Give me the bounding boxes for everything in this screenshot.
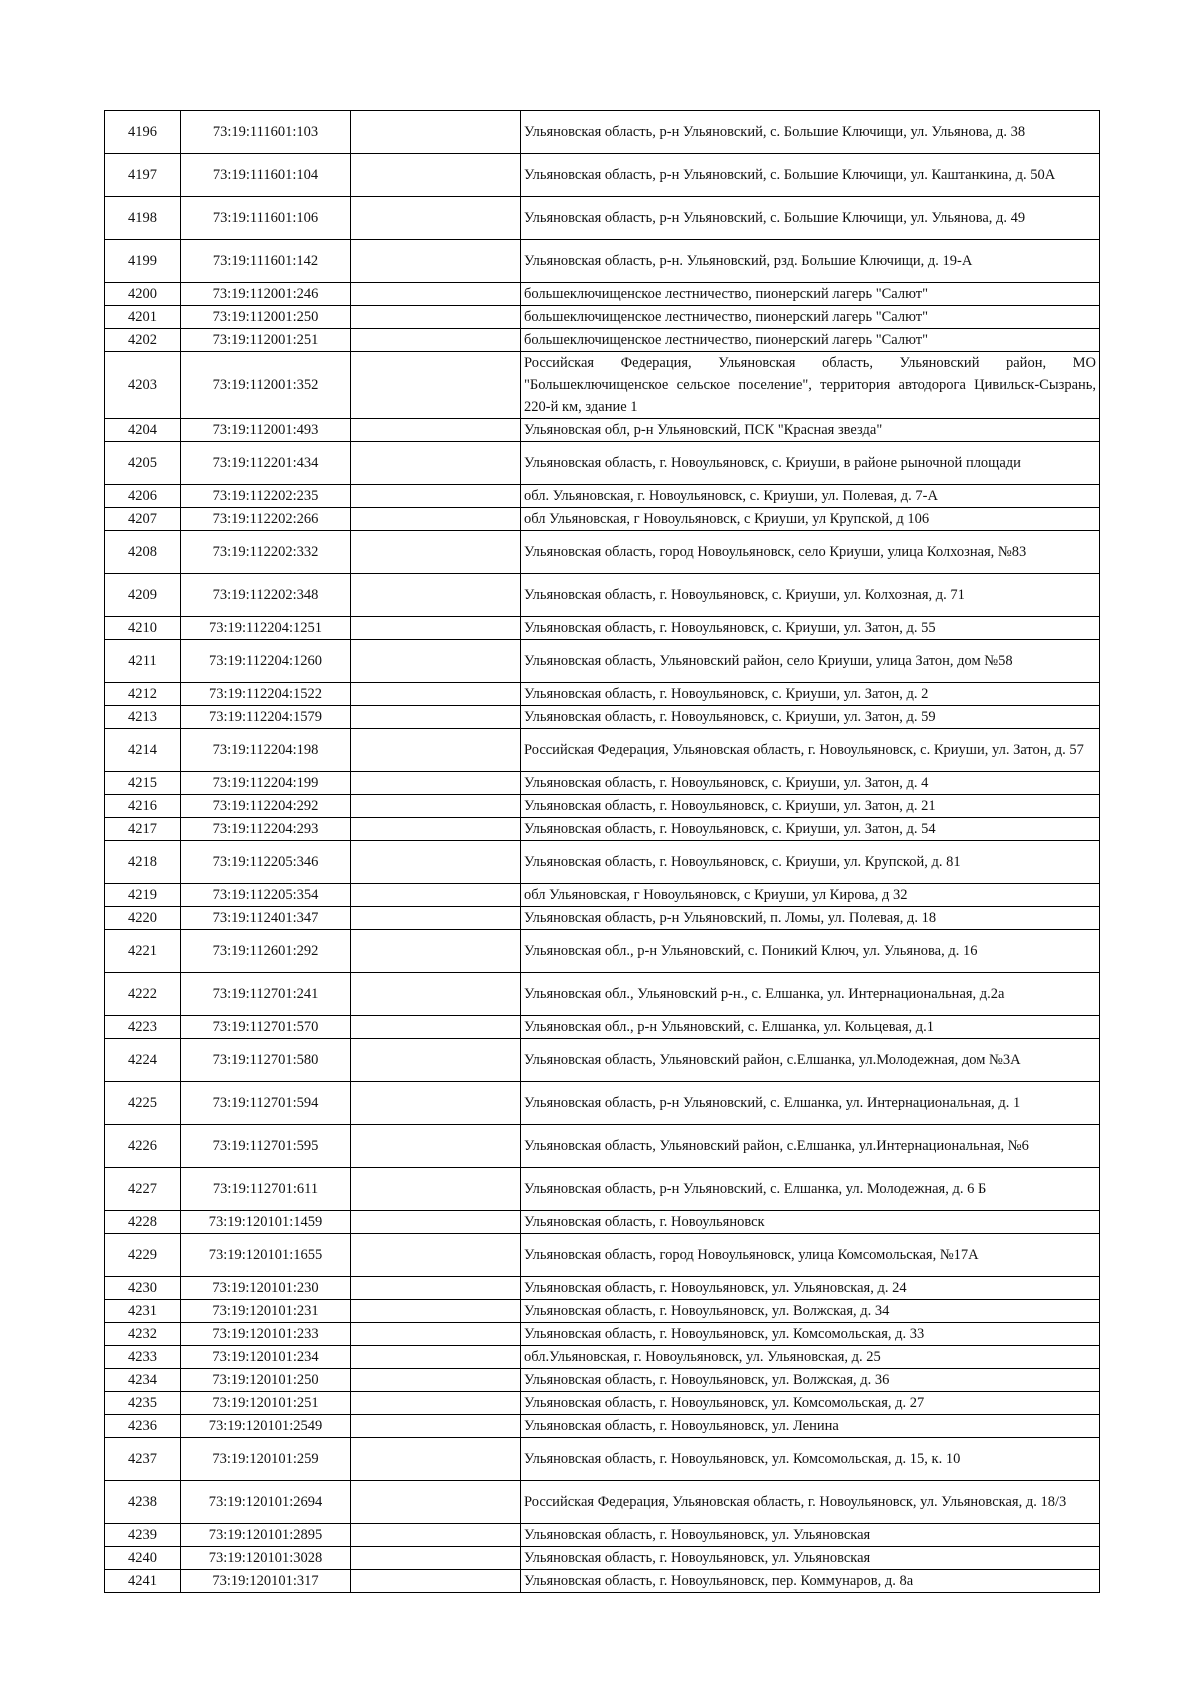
address-cell: Российская Федерация, Ульяновская область, г. Новоульяновск, с. Криуши, ул. Затон, д. 57 [521,729,1100,772]
table-row [105,531,1100,574]
address-cell: обл Ульяновская, г Новоульяновск, с Криуши, ул Кирова, д 32 [521,884,1100,907]
cadastral-number-cell: 73:19:112205:346 [181,841,351,884]
table-row [105,1277,1100,1300]
empty-cell [351,841,521,884]
table-row [105,1438,1100,1481]
row-number-cell: 4228 [105,1211,181,1234]
empty-cell [351,884,521,907]
row-number-cell: 4207 [105,508,181,531]
empty-cell [351,1234,521,1277]
row-number-cell: 4231 [105,1300,181,1323]
table-row [105,1016,1100,1039]
empty-cell [351,973,521,1016]
empty-cell [351,683,521,706]
empty-cell [351,111,521,154]
row-number-cell: 4200 [105,283,181,306]
address-cell: Ульяновская область, р-н Ульяновский, п. Ломы, ул. Полевая, д. 18 [521,907,1100,930]
row-number-cell: 4213 [105,706,181,729]
table-row [105,1415,1100,1438]
empty-cell [351,640,521,683]
empty-cell [351,617,521,640]
address-cell: Ульяновская область, г. Новоульяновск, ул. Комсомольская, д. 27 [521,1392,1100,1415]
row-number-cell: 4220 [105,907,181,930]
cadastral-number-cell: 73:19:112001:493 [181,419,351,442]
row-number-cell: 4227 [105,1168,181,1211]
table-row [105,683,1100,706]
table-row [105,1082,1100,1125]
cadastral-number-cell: 73:19:120101:1655 [181,1234,351,1277]
table-row [105,729,1100,772]
cadastral-number-cell: 73:19:112001:352 [181,352,351,419]
table-row [105,574,1100,617]
row-number-cell: 4203 [105,352,181,419]
cadastral-number-cell: 73:19:120101:234 [181,1346,351,1369]
cadastral-number-cell: 73:19:112401:347 [181,907,351,930]
address-cell: обл Ульяновская, г Новоульяновск, с Криуши, ул Крупской, д 106 [521,508,1100,531]
row-number-cell: 4234 [105,1369,181,1392]
row-number-cell: 4219 [105,884,181,907]
table-row [105,419,1100,442]
empty-cell [351,1346,521,1369]
address-cell: Ульяновская область, г. Новоульяновск, с. Криуши, ул. Затон, д. 2 [521,683,1100,706]
empty-cell [351,706,521,729]
row-number-cell: 4235 [105,1392,181,1415]
empty-cell [351,306,521,329]
table-row [105,329,1100,352]
address-cell: большеключищенское лестничество, пионерский лагерь "Салют" [521,283,1100,306]
cadastral-number-cell: 73:19:112001:251 [181,329,351,352]
empty-cell [351,729,521,772]
row-number-cell: 4237 [105,1438,181,1481]
empty-cell [351,1438,521,1481]
table-row [105,197,1100,240]
cadastral-number-cell: 73:19:112204:1251 [181,617,351,640]
empty-cell [351,485,521,508]
registry-table [104,110,1100,1593]
cadastral-number-cell: 73:19:112201:434 [181,442,351,485]
table-row [105,1125,1100,1168]
table-row [105,508,1100,531]
row-number-cell: 4201 [105,306,181,329]
table-row [105,1369,1100,1392]
table-row [105,306,1100,329]
empty-cell [351,419,521,442]
table-row [105,818,1100,841]
empty-cell [351,1524,521,1547]
table-row [105,1168,1100,1211]
row-number-cell: 4217 [105,818,181,841]
empty-cell [351,930,521,973]
empty-cell [351,1168,521,1211]
row-number-cell: 4208 [105,531,181,574]
address-cell: Ульяновская область, г. Новоульяновск, с. Криуши, ул. Крупской, д. 81 [521,841,1100,884]
empty-cell [351,795,521,818]
table-row [105,1547,1100,1570]
row-number-cell: 4233 [105,1346,181,1369]
cadastral-number-cell: 73:19:120101:2694 [181,1481,351,1524]
address-cell: Ульяновская область, г. Новоульяновск, с. Криуши, ул. Колхозная, д. 71 [521,574,1100,617]
empty-cell [351,1300,521,1323]
table-row [105,907,1100,930]
table-row [105,352,1100,419]
address-cell: Российская Федерация, Ульяновская область, г. Новоульяновск, ул. Ульяновская, д. 18/3 [521,1481,1100,1524]
table-row [105,442,1100,485]
address-cell: Ульяновская область, г. Новоульяновск, с. Криуши, ул. Затон, д. 55 [521,617,1100,640]
address-cell: обл. Ульяновская, г. Новоульяновск, с. Криуши, ул. Полевая, д. 7-А [521,485,1100,508]
cadastral-number-cell: 73:19:120101:2895 [181,1524,351,1547]
empty-cell [351,1570,521,1593]
address-cell: Ульяновская обл., Ульяновский р-н., с. Елшанка, ул. Интернациональная, д.2а [521,973,1100,1016]
empty-cell [351,907,521,930]
address-cell: Ульяновская область, г. Новоульяновск, ул. Ульяновская [521,1547,1100,1570]
cadastral-number-cell: 73:19:112205:354 [181,884,351,907]
cadastral-number-cell: 73:19:120101:231 [181,1300,351,1323]
cadastral-number-cell: 73:19:120101:317 [181,1570,351,1593]
cadastral-number-cell: 73:19:112202:235 [181,485,351,508]
cadastral-number-cell: 73:19:120101:251 [181,1392,351,1415]
row-number-cell: 4241 [105,1570,181,1593]
table-row [105,930,1100,973]
address-cell: Ульяновская область, г. Новоульяновск, ул. Волжская, д. 36 [521,1369,1100,1392]
empty-cell [351,1082,521,1125]
cadastral-number-cell: 73:19:120101:230 [181,1277,351,1300]
table-row [105,884,1100,907]
table-row [105,617,1100,640]
table-row [105,772,1100,795]
row-number-cell: 4211 [105,640,181,683]
address-cell: Ульяновская обл., р-н Ульяновский, с. Поникий Ключ, ул. Ульянова, д. 16 [521,930,1100,973]
row-number-cell: 4224 [105,1039,181,1082]
table-row [105,111,1100,154]
table-row [105,1234,1100,1277]
address-cell: обл.Ульяновская, г. Новоульяновск, ул. Ульяновская, д. 25 [521,1346,1100,1369]
empty-cell [351,818,521,841]
address-cell: Ульяновская область, г. Новоульяновск, с. Криуши, ул. Затон, д. 59 [521,706,1100,729]
empty-cell [351,442,521,485]
cadastral-number-cell: 73:19:112701:241 [181,973,351,1016]
table-row [105,485,1100,508]
cadastral-number-cell: 73:19:120101:233 [181,1323,351,1346]
row-number-cell: 4225 [105,1082,181,1125]
address-cell: Ульяновская область, г. Новоульяновск, ул. Комсомольская, д. 33 [521,1323,1100,1346]
address-cell: Ульяновская область, Ульяновский район, с.Елшанка, ул.Молодежная, дом №3А [521,1039,1100,1082]
address-cell: Ульяновская область, г. Новоульяновск, ул. Ульяновская, д. 24 [521,1277,1100,1300]
table-row [105,973,1100,1016]
cadastral-number-cell: 73:19:112701:595 [181,1125,351,1168]
address-cell: Ульяновская область, г. Новоульяновск, ул. Волжская, д. 34 [521,1300,1100,1323]
empty-cell [351,240,521,283]
cadastral-number-cell: 73:19:112202:348 [181,574,351,617]
empty-cell [351,352,521,419]
row-number-cell: 4238 [105,1481,181,1524]
cadastral-number-cell: 73:19:112204:1579 [181,706,351,729]
row-number-cell: 4216 [105,795,181,818]
empty-cell [351,1392,521,1415]
address-cell: Ульяновская область, г. Новоульяновск, ул. Ульяновская [521,1524,1100,1547]
address-cell: Ульяновская область, г. Новоульяновск, ул. Комсомольская, д. 15, к. 10 [521,1438,1100,1481]
empty-cell [351,1125,521,1168]
cadastral-number-cell: 73:19:111601:142 [181,240,351,283]
row-number-cell: 4205 [105,442,181,485]
table-row [105,240,1100,283]
address-cell: Ульяновская область, р-н Ульяновский, с. Елшанка, ул. Молодежная, д. 6 Б [521,1168,1100,1211]
cadastral-number-cell: 73:19:112204:1522 [181,683,351,706]
empty-cell [351,772,521,795]
table-row [105,640,1100,683]
row-number-cell: 4209 [105,574,181,617]
cadastral-number-cell: 73:19:112001:246 [181,283,351,306]
address-cell: Ульяновская область, г. Новоульяновск, пер. Коммунаров, д. 8а [521,1570,1100,1593]
address-cell: Ульяновская область, Ульяновский район, с.Елшанка, ул.Интернациональная, №6 [521,1125,1100,1168]
address-cell: Ульяновская область, город Новоульяновск, село Криуши, улица Колхозная, №83 [521,531,1100,574]
row-number-cell: 4196 [105,111,181,154]
address-cell: большеключищенское лестничество, пионерский лагерь "Салют" [521,329,1100,352]
row-number-cell: 4226 [105,1125,181,1168]
address-cell: Ульяновская обл., р-н Ульяновский, с. Елшанка, ул. Кольцевая, д.1 [521,1016,1100,1039]
cadastral-number-cell: 73:19:112202:266 [181,508,351,531]
table-row [105,1211,1100,1234]
empty-cell [351,531,521,574]
table-row [105,1392,1100,1415]
table-row [105,1570,1100,1593]
table-row [105,706,1100,729]
cadastral-number-cell: 73:19:112204:292 [181,795,351,818]
table-row [105,1524,1100,1547]
row-number-cell: 4222 [105,973,181,1016]
cadastral-number-cell: 73:19:112701:611 [181,1168,351,1211]
empty-cell [351,1481,521,1524]
empty-cell [351,197,521,240]
address-cell: Ульяновская область, г. Новоульяновск, с. Криуши, ул. Затон, д. 4 [521,772,1100,795]
cadastral-number-cell: 73:19:112701:570 [181,1016,351,1039]
row-number-cell: 4202 [105,329,181,352]
cadastral-number-cell: 73:19:111601:104 [181,154,351,197]
row-number-cell: 4223 [105,1016,181,1039]
address-cell: Ульяновская область, г. Новоульяновск, с. Криуши, ул. Затон, д. 21 [521,795,1100,818]
empty-cell [351,1016,521,1039]
cadastral-number-cell: 73:19:120101:259 [181,1438,351,1481]
row-number-cell: 4214 [105,729,181,772]
row-number-cell: 4210 [105,617,181,640]
cadastral-number-cell: 73:19:112701:580 [181,1039,351,1082]
address-cell: Ульяновская область, г. Новоульяновск, с. Криуши, в районе рыночной площади [521,442,1100,485]
row-number-cell: 4239 [105,1524,181,1547]
row-number-cell: 4221 [105,930,181,973]
table-row [105,795,1100,818]
address-cell: большеключищенское лестничество, пионерский лагерь "Салют" [521,306,1100,329]
empty-cell [351,1415,521,1438]
row-number-cell: 4199 [105,240,181,283]
cadastral-number-cell: 73:19:112701:594 [181,1082,351,1125]
row-number-cell: 4197 [105,154,181,197]
address-cell: Ульяновская область, г. Новоульяновск, с. Криуши, ул. Затон, д. 54 [521,818,1100,841]
address-cell: Ульяновская область, г. Новоульяновск [521,1211,1100,1234]
row-number-cell: 4198 [105,197,181,240]
empty-cell [351,329,521,352]
cadastral-number-cell: 73:19:111601:106 [181,197,351,240]
address-cell: Ульяновская область, р-н. Ульяновский, рзд. Большие Ключищи, д. 19-А [521,240,1100,283]
address-cell: Ульяновская область, Ульяновский район, село Криуши, улица Затон, дом №58 [521,640,1100,683]
empty-cell [351,1039,521,1082]
address-cell: Ульяновская область, г. Новоульяновск, ул. Ленина [521,1415,1100,1438]
row-number-cell: 4212 [105,683,181,706]
address-cell: Ульяновская область, р-н Ульяновский, с. Большие Ключищи, ул. Ульянова, д. 49 [521,197,1100,240]
cadastral-number-cell: 73:19:111601:103 [181,111,351,154]
empty-cell [351,508,521,531]
row-number-cell: 4218 [105,841,181,884]
empty-cell [351,1323,521,1346]
empty-cell [351,283,521,306]
cadastral-number-cell: 73:19:120101:250 [181,1369,351,1392]
row-number-cell: 4230 [105,1277,181,1300]
table-row [105,1300,1100,1323]
row-number-cell: 4232 [105,1323,181,1346]
address-cell: Ульяновская область, р-н Ульяновский, с. Елшанка, ул. Интернациональная, д. 1 [521,1082,1100,1125]
registry-table-body [105,111,1100,1593]
address-cell: Ульяновская обл, р-н Ульяновский, ПСК "Красная звезда" [521,419,1100,442]
table-row [105,1481,1100,1524]
row-number-cell: 4204 [105,419,181,442]
empty-cell [351,1277,521,1300]
cadastral-number-cell: 73:19:112001:250 [181,306,351,329]
empty-cell [351,1369,521,1392]
row-number-cell: 4229 [105,1234,181,1277]
table-row [105,154,1100,197]
row-number-cell: 4236 [105,1415,181,1438]
empty-cell [351,1547,521,1570]
cadastral-number-cell: 73:19:120101:1459 [181,1211,351,1234]
address-cell: Ульяновская область, город Новоульяновск, улица Комсомольская, №17А [521,1234,1100,1277]
table-row [105,841,1100,884]
table-row [105,1346,1100,1369]
cadastral-number-cell: 73:19:120101:3028 [181,1547,351,1570]
cadastral-number-cell: 73:19:112204:293 [181,818,351,841]
cadastral-number-cell: 73:19:112204:1260 [181,640,351,683]
cadastral-number-cell: 73:19:112202:332 [181,531,351,574]
cadastral-number-cell: 73:19:112204:199 [181,772,351,795]
address-cell: Российская Федерация, Ульяновская область, Ульяновский район, МО "Большеключищенское сельское поселение", территория автодорога Цивильск-Сызрань, 220-й км, здание 1 [521,352,1100,419]
cadastral-number-cell: 73:19:112204:198 [181,729,351,772]
table-row [105,283,1100,306]
empty-cell [351,574,521,617]
address-cell: Ульяновская область, р-н Ульяновский, с. Большие Ключищи, ул. Каштанкина, д. 50А [521,154,1100,197]
address-cell: Ульяновская область, р-н Ульяновский, с. Большие Ключищи, ул. Ульянова, д. 38 [521,111,1100,154]
table-row [105,1323,1100,1346]
empty-cell [351,1211,521,1234]
cadastral-number-cell: 73:19:112601:292 [181,930,351,973]
row-number-cell: 4215 [105,772,181,795]
cadastral-number-cell: 73:19:120101:2549 [181,1415,351,1438]
empty-cell [351,154,521,197]
row-number-cell: 4206 [105,485,181,508]
table-row [105,1039,1100,1082]
row-number-cell: 4240 [105,1547,181,1570]
